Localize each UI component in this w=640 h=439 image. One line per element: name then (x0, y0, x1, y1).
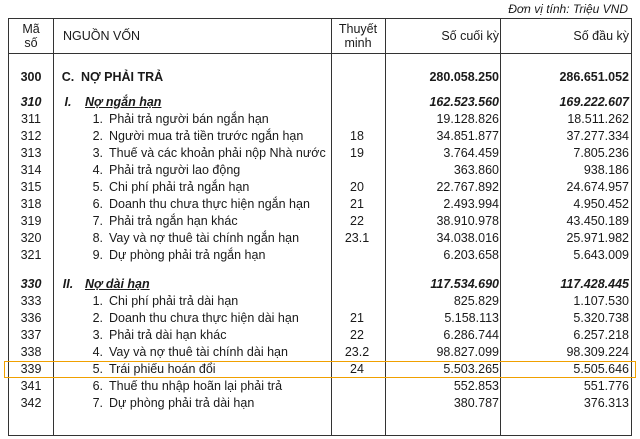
row-label: Doanh thu chưa thực hiện ngắn hạn (109, 197, 310, 211)
row-end-balance: 2.493.994 (443, 197, 499, 211)
row-end-balance: 34.851.877 (436, 129, 499, 143)
header-begin-balance: Số đầu kỳ (573, 29, 629, 43)
row-note: 20 (350, 180, 364, 194)
table-row (9, 378, 631, 395)
row-begin-balance: 5.505.646 (573, 362, 629, 376)
row-end-balance: 5.503.265 (443, 362, 499, 376)
table-row (9, 196, 631, 213)
row-begin-balance: 25.971.982 (566, 231, 629, 245)
row-label: Người mua trả tiền trước ngắn hạn (109, 129, 304, 143)
row-index: 2. (92, 129, 103, 143)
row-end-balance: 38.910.978 (436, 214, 499, 228)
row-begin-balance: 6.257.218 (573, 328, 629, 342)
highlight-box (4, 361, 636, 378)
row-index: I. (64, 95, 72, 109)
row-end-balance: 6.203.658 (443, 248, 499, 262)
row-index: 4. (92, 163, 103, 177)
header-end-balance: Số cuối kỳ (441, 29, 499, 43)
row-label: Thuế thu nhập hoãn lại phải trả (109, 379, 283, 393)
row-label: Dự phòng phải trả ngắn hạn (109, 248, 266, 262)
table-row (9, 162, 631, 179)
row-begin-balance: 5.320.738 (573, 311, 629, 325)
row-index: 6. (92, 197, 103, 211)
row-note: 21 (350, 197, 364, 211)
table-row (9, 128, 631, 145)
row-index: 5. (92, 362, 103, 376)
row-index: 4. (92, 345, 103, 359)
row-end-balance: 6.286.744 (443, 328, 499, 342)
row-begin-balance: 551.776 (583, 379, 629, 393)
table-row (9, 327, 631, 344)
row-end-balance: 3.764.459 (443, 146, 499, 160)
row-index: 1. (92, 112, 103, 126)
header-divider (9, 53, 631, 54)
row-code: 336 (20, 311, 42, 325)
row-label: Phải trả ngắn hạn khác (109, 214, 238, 228)
table-row (9, 310, 631, 327)
row-label: Chi phí phải trả dài hạn (109, 294, 239, 308)
row-code: 339 (20, 362, 42, 376)
table-row (9, 69, 631, 86)
row-end-balance: 162.523.560 (429, 95, 499, 109)
table-row (9, 395, 631, 412)
row-end-balance: 5.158.113 (444, 311, 499, 325)
row-index: 8. (92, 231, 103, 245)
row-end-balance: 22.767.892 (436, 180, 499, 194)
row-end-balance: 380.787 (453, 396, 499, 410)
table-row (9, 94, 631, 111)
row-code: 338 (20, 345, 42, 359)
row-code: 315 (20, 180, 42, 194)
row-begin-balance: 169.222.607 (559, 95, 629, 109)
header-code-line2: số (24, 36, 38, 50)
row-index: 2. (92, 311, 103, 325)
row-label: Thuế và các khoản phải nộp Nhà nước (109, 146, 326, 160)
row-end-balance: 363.860 (453, 163, 499, 177)
row-begin-balance: 18.511.262 (567, 112, 629, 126)
row-index: II. (62, 277, 74, 291)
header-source: NGUỒN VỐN (63, 29, 141, 43)
header-note-line2: minh (344, 36, 372, 50)
table-row (9, 213, 631, 230)
row-begin-balance: 286.651.052 (559, 70, 629, 84)
row-begin-balance: 4.950.452 (573, 197, 629, 211)
table-row (9, 276, 631, 293)
row-begin-balance: 24.674.957 (566, 180, 629, 194)
row-end-balance: 19.128.826 (436, 112, 499, 126)
row-index: 9. (92, 248, 103, 262)
table-row (9, 230, 631, 247)
row-index: 7. (92, 396, 103, 410)
row-label: Phải trả người lao động (109, 163, 241, 177)
table-row (9, 145, 631, 162)
row-index: 3. (92, 146, 103, 160)
row-begin-balance: 1.107.530 (573, 294, 629, 308)
row-note: 23.2 (344, 345, 370, 359)
row-begin-balance: 43.450.189 (566, 214, 629, 228)
row-begin-balance: 376.313 (583, 396, 629, 410)
row-label: Trái phiếu hoán đổi (109, 362, 216, 376)
row-label: Doanh thu chưa thực hiện dài hạn (109, 311, 299, 325)
row-end-balance: 552.853 (453, 379, 499, 393)
row-code: 320 (20, 231, 42, 245)
row-end-balance: 34.038.016 (436, 231, 499, 245)
table-row (9, 111, 631, 128)
row-note: 22 (350, 328, 364, 342)
row-code: 313 (20, 146, 42, 160)
row-note: 22 (350, 214, 364, 228)
header-code (9, 22, 53, 50)
row-code: 300 (20, 70, 42, 84)
row-code: 321 (20, 248, 42, 262)
row-code: 314 (20, 163, 42, 177)
row-begin-balance: 7.805.236 (573, 146, 629, 160)
row-code: 333 (20, 294, 42, 308)
row-note: 23.1 (344, 231, 370, 245)
header-note (331, 22, 385, 50)
row-begin-balance: 5.643.009 (573, 248, 629, 262)
row-code: 341 (20, 379, 42, 393)
row-index: 6. (92, 379, 103, 393)
row-begin-balance: 98.309.224 (566, 345, 629, 359)
row-label: Phải trả dài hạn khác (109, 328, 227, 342)
row-end-balance: 98.827.099 (436, 345, 499, 359)
row-code: 330 (20, 277, 42, 291)
row-begin-balance: 938.186 (583, 163, 629, 177)
row-note: 21 (350, 311, 364, 325)
row-code: 342 (20, 396, 42, 410)
row-label: Phải trả người bán ngắn hạn (109, 112, 269, 126)
row-begin-balance: 37.277.334 (566, 129, 629, 143)
row-label: Nợ dài hạn (85, 277, 150, 291)
unit-label: Đơn vị tính: Triệu VND (508, 2, 628, 16)
row-code: 318 (20, 197, 42, 211)
row-index: 1. (92, 294, 103, 308)
row-begin-balance: 117.428.445 (560, 277, 629, 291)
table-row (9, 293, 631, 310)
row-note: 24 (350, 362, 364, 376)
table-row (9, 247, 631, 264)
row-label: Vay và nợ thuê tài chính dài hạn (109, 345, 288, 359)
table-row (9, 344, 631, 361)
table-row (9, 179, 631, 196)
row-index: C. (61, 70, 75, 84)
row-end-balance: 825.829 (453, 294, 499, 308)
row-label: Dự phòng phải trả dài hạn (109, 396, 255, 410)
row-code: 337 (20, 328, 42, 342)
row-label: Vay và nợ thuê tài chính ngắn hạn (109, 231, 300, 245)
row-label: NỢ PHẢI TRẢ (81, 70, 164, 84)
header-note-line1: Thuyết (338, 22, 378, 36)
row-code: 310 (20, 95, 42, 109)
row-label: Nợ ngắn hạn (85, 95, 162, 109)
row-note: 18 (350, 129, 364, 143)
header-code-line1: Mã (22, 22, 40, 36)
row-end-balance: 117.534.690 (430, 277, 499, 291)
row-index: 7. (92, 214, 103, 228)
row-note: 19 (350, 146, 364, 160)
row-code: 319 (20, 214, 42, 228)
row-index: 5. (92, 180, 103, 194)
row-code: 311 (21, 112, 41, 126)
row-label: Chi phí phải trả ngắn hạn (109, 180, 250, 194)
row-code: 312 (20, 129, 42, 143)
row-index: 3. (92, 328, 103, 342)
row-end-balance: 280.058.250 (429, 70, 499, 84)
